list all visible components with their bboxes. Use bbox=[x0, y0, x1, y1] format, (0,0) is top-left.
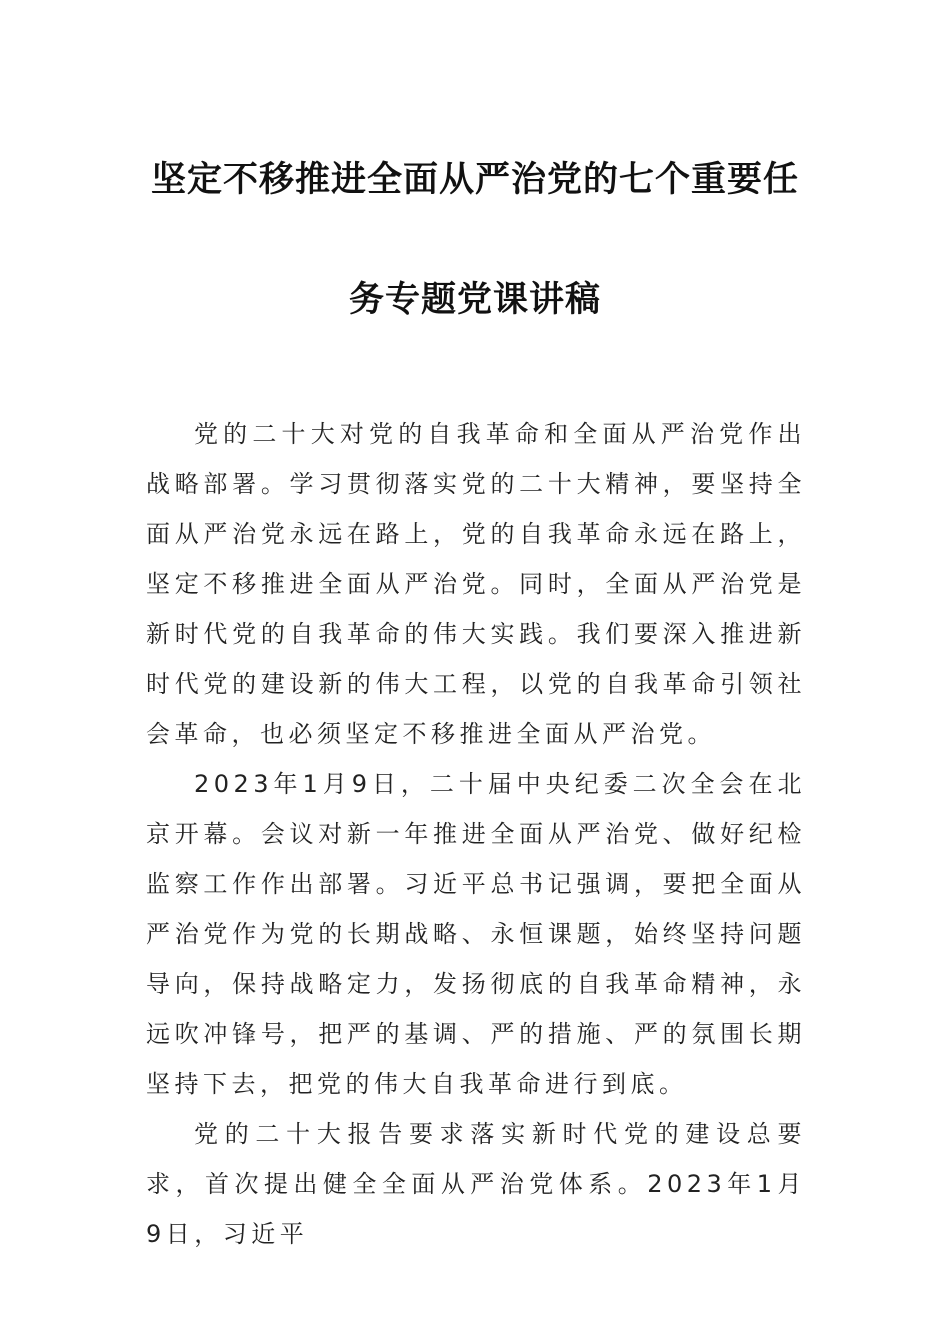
document-title-line-1: 坚定不移推进全面从严治党的七个重要任 bbox=[150, 160, 799, 200]
paragraph-1: 党的二十大对党的自我革命和全面从严治党作出战略部署。学习贯彻落实党的二十大精神，要坚持全面从严治党永远在路上，党的自我革命永远在路上，坚定不移推进全面从严治党。同时，全面从严治党是新时代党的自我革命的伟大实践。我们要深入推进新时代党的建设新的伟大工程，以党的自我革命引领社会革命，也必须坚定不移推进全面从严治党。 bbox=[146, 420, 806, 748]
document-title-line-2: 务专题党课讲稿 bbox=[348, 280, 601, 320]
paragraph-2: 2023年1月9日，二十届中央纪委二次全会在北京开幕。会议对新一年推进全面从严治党、做好纪检监察工作作出部署。习近平总书记强调，要把全面从严治党作为党的长期战略、永恒课题，始终坚持问题导向，保持战略定力，发扬彻底的自我革命精神，永远吹冲锋号，把严的基调、严的措施、严的氛围长期坚持下去，把党的伟大自我革命进行到底。 bbox=[146, 770, 806, 1098]
paragraph-3: 党的二十大报告要求落实新时代党的建设总要求，首次提出健全全面从严治党体系。2023年1月9日，习近平 bbox=[146, 1120, 806, 1248]
document-body bbox=[146, 409, 806, 1259]
